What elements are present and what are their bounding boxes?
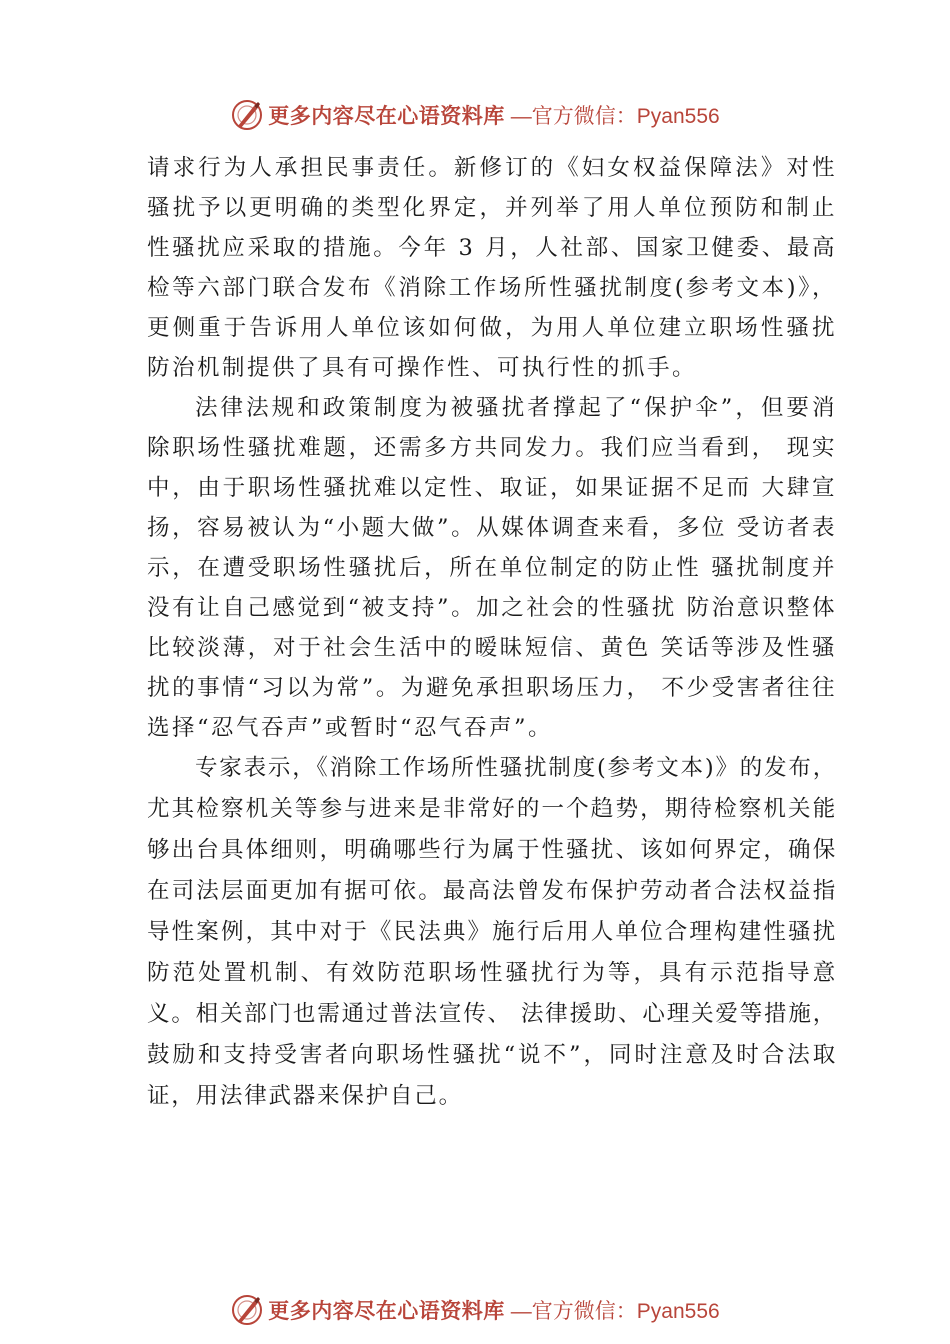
paragraph-3: 专家表示，《消除工作场所性骚扰制度(参考文本)》的发布，尤其检察机关等参与进来是非常好的一个趋势，期待检察机关能够出台具体细则，明确哪些行为属于性骚扰、该如何界定，确保在司法层面更加有据可依。最高法曾发布保护劳动者合法权益指导性案例，其中对于《民法典》施行后用人单位合理构建性骚扰防范处置机制、有效防范职场性骚扰行为等，具有示范指导意义。相关部门也需通过普法宣传、 法律援助、心理关爱等措施，鼓励和支持受害者向职场性骚扰“说不”，同时注意及时合法取证，用法律武器来保护自己。 — [147, 755, 837, 1109]
footer-brand-text: 更多内容尽在心语资料库 — [268, 1298, 505, 1323]
paragraph-1: 请求行为人承担民事责任。新修订的《妇女权益保障法》对性骚扰予以更明确的类型化界定，并列举了用人单位预防和制止性骚扰应采取的措施。今年 3 月，人社部、国家卫健委、最高检等六部门联合发布《消除工作场所性骚扰制度(参考文本)》，更侧重于告诉用人单位该如何做，为用人单位建立职场性骚扰防治机制提供了具有可操作性、可执行性的抓手。 — [147, 155, 837, 381]
banner-brand-text: 更多内容尽在心语资料库 — [268, 103, 505, 128]
pen-logo-icon — [230, 98, 264, 132]
footer-banner — [0, 1290, 950, 1330]
document-body — [147, 148, 837, 1117]
banner-contact-text: —官方微信：Pyan556 — [510, 105, 720, 128]
header-banner — [0, 95, 950, 135]
paragraph-2: 法律法规和政策制度为被骚扰者撑起了“保护伞”，但要消除职场性骚扰难题，还需多方共同发力。我们应当看到， 现实中，由于职场性骚扰难以定性、取证，如果证据不足而 大肆宣扬，容易被认为“小题大做”。从媒体调查来看，多位 受访者表示，在遭受职场性骚扰后，所在单位制定的防止性 骚扰制度并没有让自己感觉到“被支持”。加之社会的性骚扰 防治意识整体比较淡薄，对于社会生活中的暧昧短信、黄色 笑话等涉及性骚扰的事情“习以为常”。为避免承担职场压力， 不少受害者往往选择“忍气吞声”或暂时“忍气吞声”。 — [147, 395, 837, 741]
pen-logo-icon — [230, 1293, 264, 1327]
footer-contact-text: —官方微信：Pyan556 — [510, 1300, 720, 1323]
